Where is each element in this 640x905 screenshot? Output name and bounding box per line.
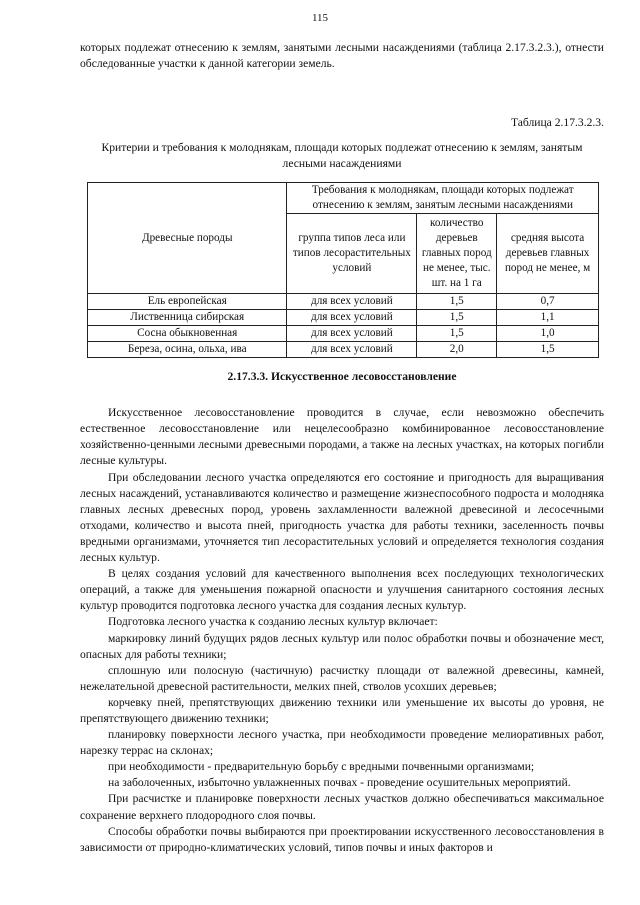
cell-species: Ель европейская (88, 294, 287, 310)
table-header-row (88, 183, 599, 214)
body-paragraph: Подготовка лесного участка к созданию лесных культур включает: (108, 615, 438, 629)
cell-conditions: для всех условий (287, 326, 417, 342)
page-content (80, 40, 604, 856)
header-tree-count: количество деревьев главных пород не менее, тыс. шт. на 1 га (417, 214, 497, 294)
body-paragraph: планировку поверхности лесного участка, при необходимости проведение мелиоративных работ, нарезку террас на склонах; (80, 728, 604, 758)
table-row (88, 326, 599, 342)
cell-conditions: для всех условий (287, 294, 417, 310)
header-requirements: Требования к молоднякам, площади которых подлежат отнесению к землям, занятым лесными насаждениями (287, 183, 599, 214)
body-paragraph: сплошную или полосную (частичную) расчистку площади от валежной древесины, камней, нежелательной древесной растительности, мелких пней, стволов усохших деревьев; (80, 663, 604, 693)
header-species: Древесные породы (88, 183, 287, 294)
header-avg-height: средняя высота деревьев главных пород не менее, м (497, 214, 599, 294)
section-body (80, 405, 604, 856)
cell-height: 1,1 (497, 310, 599, 326)
table-title: Критерии и требования к молоднякам, площади которых подлежат отнесению к землям, занятым лесными насаждениями (101, 141, 583, 171)
body-paragraph: при необходимости - предварительную борьбу с вредными почвенными организмами; (108, 760, 535, 774)
criteria-table (87, 182, 599, 358)
cell-height: 1,0 (497, 326, 599, 342)
cell-count: 1,5 (417, 294, 497, 310)
body-paragraph: При обследовании лесного участка определяются его состояние и пригодность для выращивания лесных насаждений, устанавливаются количество и размещение жизнеспособного подроста и молодняка главных лесных древесных пород, уровень захламленности валежной древесиной и лесосечными отходами, количество и высота пней, пригодность участка для работы техники, заселенность почвы вредными организмами, уточняется тип лесорастительных условий и определяется технология создания лесных культур. (80, 470, 604, 565)
cell-conditions: для всех условий (287, 342, 417, 358)
table-row (88, 310, 599, 326)
intro-paragraph: которых подлежат отнесению к землям, занятыми лесными насаждениями (таблица 2.17.3.2.3.), отнести обследованные участки к данной категории земель. (80, 41, 604, 71)
cell-count: 1,5 (417, 310, 497, 326)
body-paragraph: При расчистке и планировке поверхности лесных участков должно обеспечиваться максимальное сохранение верхнего плодородного слоя почвы. (80, 792, 604, 822)
cell-species: Береза, осина, ольха, ива (88, 342, 287, 358)
cell-count: 2,0 (417, 342, 497, 358)
table-row (88, 294, 599, 310)
body-paragraph: корчевку пней, препятствующих движению техники или уменьшение их высоты до уровня, не препятствующего движению техники; (80, 695, 604, 725)
body-paragraph: Способы обработки почвы выбираются при проектировании искусственного лесовосстановления в зависимости от природно-климатических условий, типов почвы и иных факторов и (80, 824, 604, 854)
table-row (88, 342, 599, 358)
table-caption: Таблица 2.17.3.2.3. (510, 116, 604, 130)
section-heading: 2.17.3.3. Искусственное лесовосстановление (227, 370, 457, 384)
cell-species: Сосна обыкновенная (88, 326, 287, 342)
cell-count: 1,5 (417, 326, 497, 342)
cell-conditions: для всех условий (287, 310, 417, 326)
body-paragraph: В целях создания условий для качественного выполнения всех последующих технологических операций, а также для уменьшения пожарной опасности и улучшения санитарного состояния лесных культур проводится подготовка лесного участка для создания лесных культур. (80, 567, 604, 613)
header-forest-group: группа типов леса или типов лесорастительных условий (287, 214, 417, 294)
cell-species: Лиственница сибирская (88, 310, 287, 326)
body-paragraph: маркировку линий будущих рядов лесных культур или полос обработки почвы и обозначение мест, опасных для работы техники; (80, 631, 604, 661)
cell-height: 0,7 (497, 294, 599, 310)
body-paragraph: на заболоченных, избыточно увлажненных почвах - проведение осушительных мероприятий. (108, 776, 571, 790)
page-number: 115 (311, 12, 329, 24)
cell-height: 1,5 (497, 342, 599, 358)
body-paragraph: Искусственное лесовосстановление проводится в случае, если невозможно обеспечить естественное лесовосстановление или нецелесообразно комбинированное лесовосстановление хозяйственно-ценными лесными древесными породами, а также на лесных участках, на которых погибли лесные культуры. (80, 406, 604, 468)
